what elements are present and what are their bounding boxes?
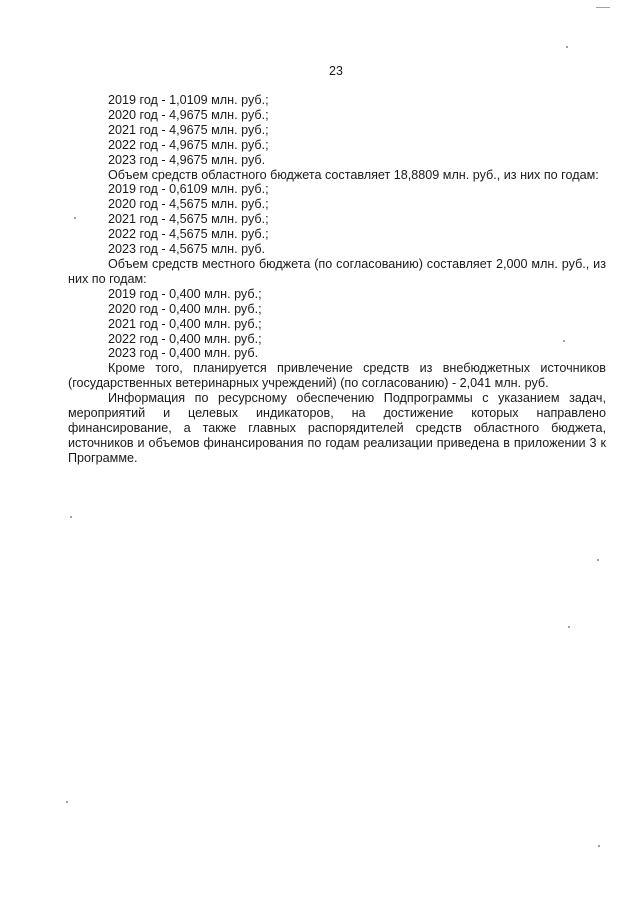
list-item: 2020 год - 0,400 млн. руб.; (108, 301, 262, 316)
list-item: 2022 год - 0,400 млн. руб.; (108, 331, 262, 346)
list-item: 2019 год - 0,6109 млн. руб.; (108, 182, 269, 197)
resource-info-paragraph: Информация по ресурсному обеспечению Подпрограммы с указанием задач, мероприятий и целевых индикаторов, на достижение которых направлено финансирование, а также главных распорядителей средств областного бюджета, источников и объемов финансирования по годам реализации приведена в приложении 3 к Программе. (68, 391, 606, 465)
scan-speck (70, 516, 72, 518)
local-budget-paragraph: Объем средств местного бюджета (по согласованию) составляет 2,000 млн. руб., из них по годам: (68, 256, 606, 286)
list-item: 2021 год - 4,5675 млн. руб.; (108, 212, 269, 227)
total-funding-by-year-list (68, 93, 606, 168)
regional-budget-paragraph: Объем средств областного бюджета составляет 18,8809 млн. руб., из них по годам: (108, 167, 599, 182)
scan-speck (597, 559, 599, 561)
list-item: 2019 год - 0,400 млн. руб.; (108, 286, 262, 301)
scan-speck (598, 845, 600, 847)
scan-speck (566, 46, 568, 48)
scan-speck (74, 217, 76, 219)
list-item: 2021 год - 0,400 млн. руб.; (108, 316, 262, 331)
list-item: 2022 год - 4,9675 млн. руб.; (108, 137, 269, 152)
scan-speck (596, 7, 610, 8)
page-number: 23 (329, 64, 343, 78)
list-item: 2023 год - 4,9675 млн. руб. (108, 152, 266, 167)
scan-speck (563, 340, 565, 342)
list-item: 2023 год - 0,400 млн. руб. (108, 346, 259, 361)
local-funding-by-year-list (68, 287, 606, 362)
list-item: 2020 год - 4,5675 млн. руб.; (108, 197, 269, 212)
list-item: 2021 год - 4,9675 млн. руб.; (108, 122, 269, 137)
list-item: 2019 год - 1,0109 млн. руб.; (108, 93, 269, 107)
list-item: 2023 год - 4,5675 млн. руб. (108, 242, 266, 257)
list-item: 2020 год - 4,9675 млн. руб.; (108, 107, 269, 122)
scan-speck (568, 626, 570, 628)
scan-speck (66, 801, 68, 803)
document-body (68, 93, 606, 466)
regional-funding-by-year-list (68, 182, 606, 257)
list-item: 2022 год - 4,5675 млн. руб.; (108, 227, 269, 242)
extrabudgetary-paragraph: Кроме того, планируется привлечение средств из внебюджетных источников (государственных ветеринарных учреждений) (по согласованию) - 2,041 млн. руб. (68, 361, 606, 391)
